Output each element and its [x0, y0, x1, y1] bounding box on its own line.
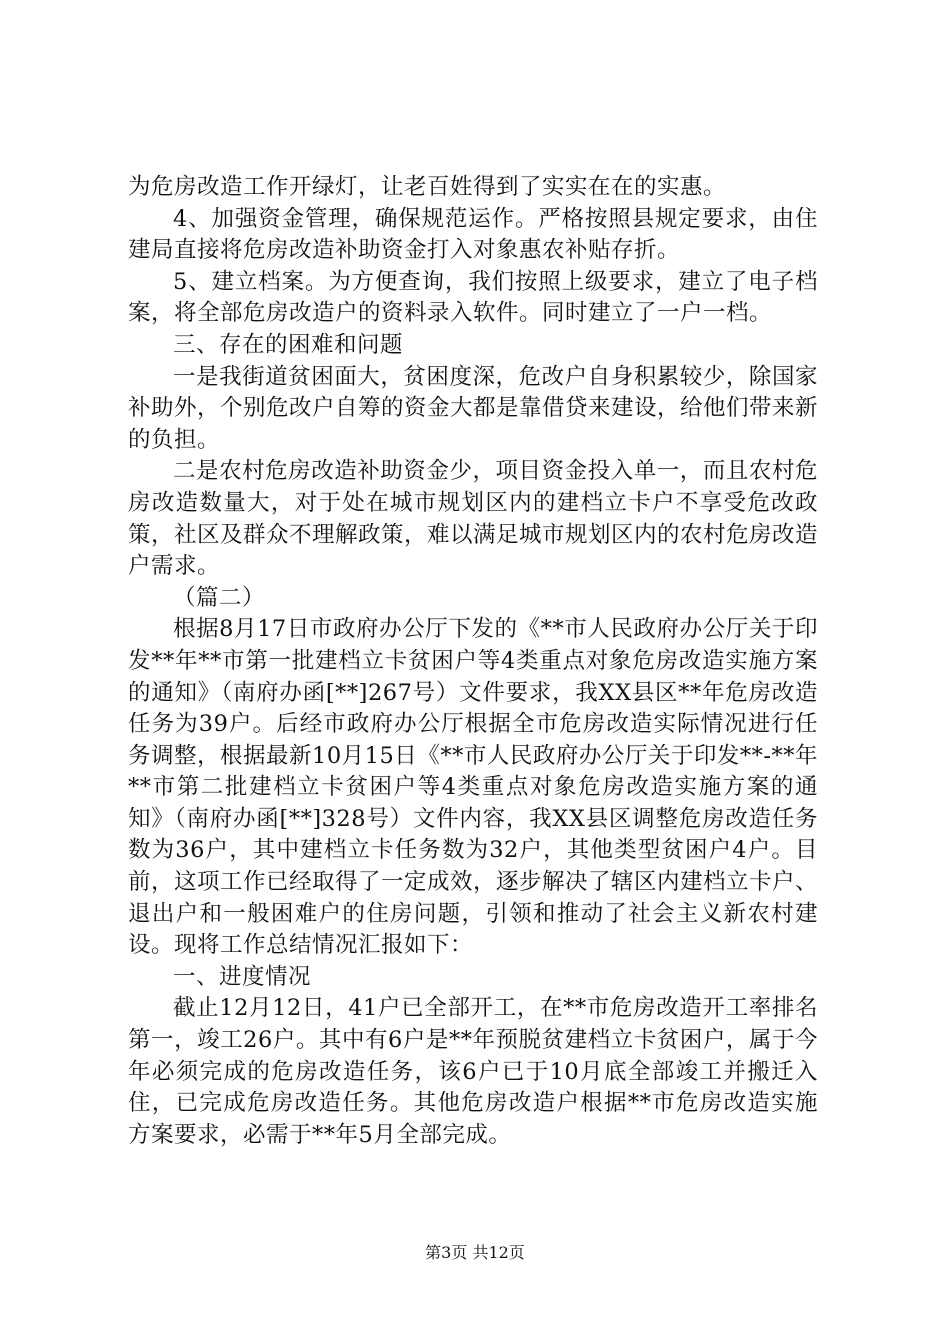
paragraph: 截止12月12日，41户已全部开工，在**市危房改造开工率排名第一，竣工26户。其中有6户是**年预脱贫建档立卡贫困户，属于今年必须完成的危房改造任务，该6户已于10月底全部竣工并搬迁入住，已完成危房改造任务。其他危房改造户根据**市危房改造实施方案要求，必需于**年5月全部完成。	[128, 995, 818, 1148]
section-heading: 一、进度情况	[173, 963, 312, 990]
paragraph: 二是农村危房改造补助资金少，项目资金投入单一，而且农村危房改造数量大，对于处在城市规划区内的建档立卡户不享受危改政策，社区及群众不理解政策，难以满足城市规划区内的农村危房改造户需求。	[128, 458, 819, 580]
section-label: （篇二）	[173, 584, 266, 611]
paragraph: 5、建立档案。为方便查询，我们按照上级要求，建立了电子档案，将全部危房改造户的资料录入软件。同时建立了一户一档。	[128, 268, 818, 327]
section-heading: 三、存在的困难和问题	[173, 331, 404, 358]
paragraph: 4、加强资金管理，确保规范运作。严格按照县规定要求，由住建局直接将危房改造补助资金打入对象惠农补贴存折。	[128, 205, 818, 264]
paragraph: 为危房改造工作开绿灯，让老百姓得到了实实在在的实惠。	[128, 174, 727, 200]
document-body	[128, 172, 818, 1151]
paragraph: 根据8月17日市政府办公厅下发的《**市人民政府办公厅关于印发**年**市第一批建档立卡贫困户等4类重点对象危房改造实施方案的通知》（南府办函[**]267号）文件要求，我XX县区**年危房改造任务为39户。后经市政府办公厅根据全市危房改造实际情况进行任务调整，根据最新10月15日《**市人民政府办公厅关于印发**-**年**市第二批建档立卡贫困户等4类重点对象危房改造实施方案的通知》（南府办函[**]328号）文件内容，我XX县区调整危房改造任务数为36户，其中建档立卡任务数为32户，其他类型贫困户4户。目前，这项工作已经取得了一定成效，逐步解决了辖区内建档立卡户、退出户和一般困难户的住房问题，引领和推动了社会主义新农村建设。现将工作总结情况汇报如下：	[128, 616, 819, 959]
paragraph: 一是我街道贫困面大，贫困度深，危改户自身积累较少，除国家补助外，个别危改户自筹的资金大都是靠借贷来建设，给他们带来新的负担。	[128, 363, 819, 453]
page-number: 第3页 共12页	[425, 1243, 525, 1262]
